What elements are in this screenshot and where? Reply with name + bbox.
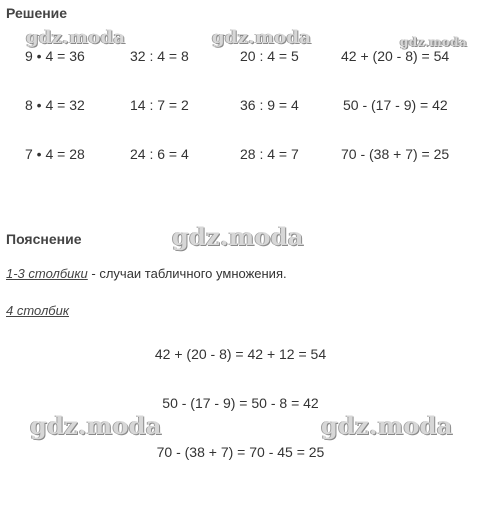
watermark: gdz.moda <box>212 27 312 48</box>
equation-r3-c3: 28 : 4 = 7 <box>240 146 299 162</box>
equation-r1-c3: 20 : 4 = 5 <box>240 48 299 64</box>
column-4-note <box>6 303 69 318</box>
equation-r1-c1: 9 • 4 = 36 <box>25 48 85 64</box>
explanation-heading: Пояснение <box>6 231 82 247</box>
columns-1-3-text: - случаи табличного умножения. <box>87 266 287 281</box>
column-4-link[interactable]: 4 столбик <box>6 303 69 318</box>
equation-r1-c4: 42 + (20 - 8) = 54 <box>341 48 450 64</box>
watermark: gdz.moda <box>400 35 468 49</box>
equation-r3-c1: 7 • 4 = 28 <box>25 146 85 162</box>
watermark: gdz.moda <box>321 411 453 440</box>
equation-r2-c4: 50 - (17 - 9) = 42 <box>343 97 448 113</box>
equation-r2-c2: 14 : 7 = 2 <box>130 97 189 113</box>
columns-1-3-link[interactable]: 1-3 столбики <box>6 266 88 281</box>
step-2: 50 - (17 - 9) = 50 - 8 = 42 <box>162 395 319 411</box>
watermark: gdz.moda <box>172 222 304 251</box>
equation-r3-c4: 70 - (38 + 7) = 25 <box>341 146 450 162</box>
watermark: gdz.moda <box>30 411 162 440</box>
step-3: 70 - (38 + 7) = 70 - 45 = 25 <box>156 444 325 460</box>
step-1: 42 + (20 - 8) = 42 + 12 = 54 <box>154 346 327 362</box>
equation-r2-c1: 8 • 4 = 32 <box>25 97 85 113</box>
columns-1-3-note <box>6 266 287 281</box>
solution-heading: Решение <box>6 5 68 21</box>
watermark: gdz.moda <box>26 27 126 48</box>
equation-r3-c2: 24 : 6 = 4 <box>130 146 189 162</box>
equation-r2-c3: 36 : 9 = 4 <box>240 97 299 113</box>
equation-r1-c2: 32 : 4 = 8 <box>130 48 189 64</box>
